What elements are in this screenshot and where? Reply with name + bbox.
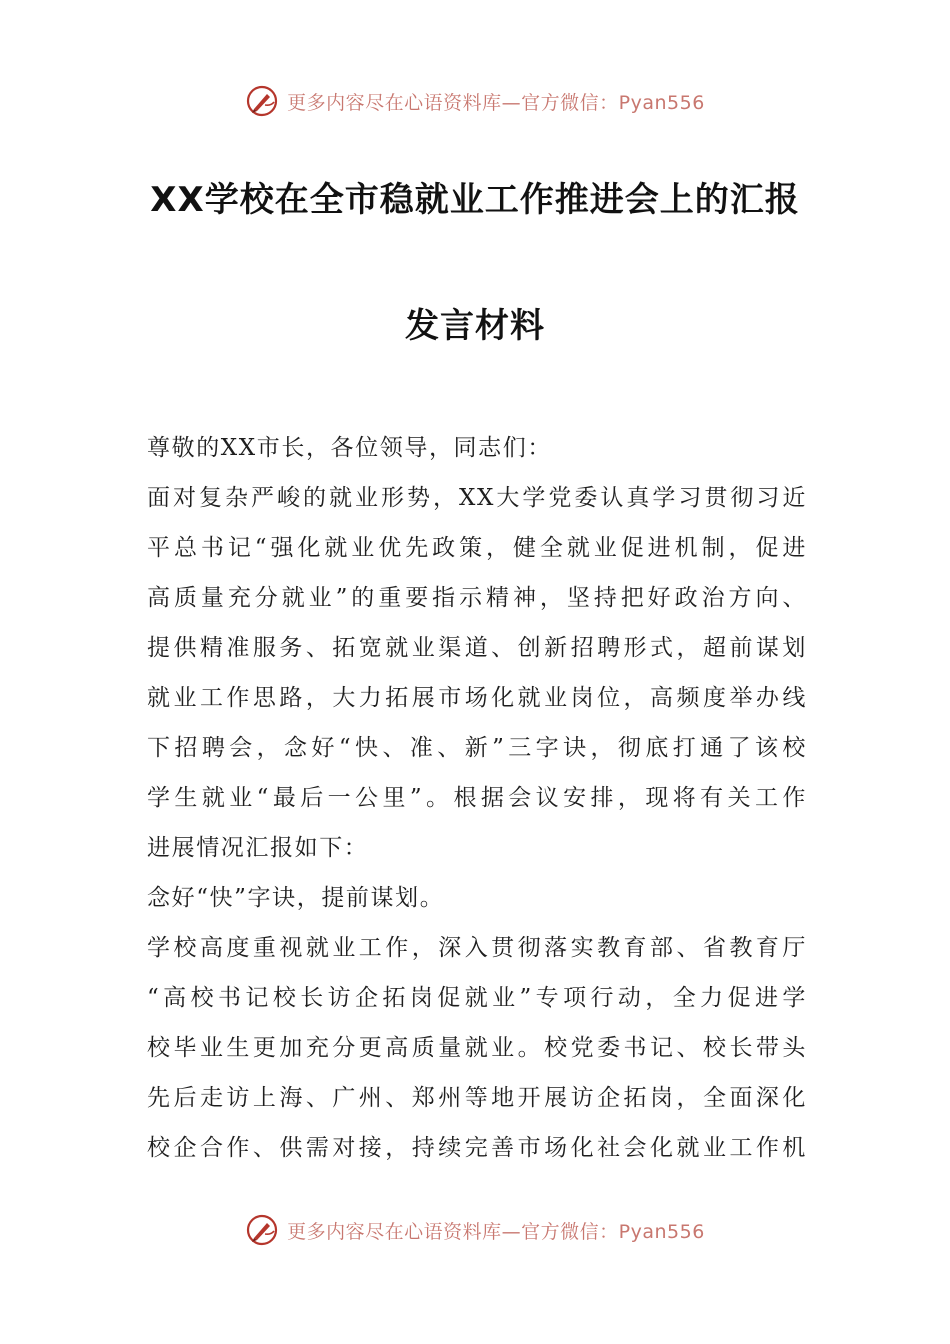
pen-circle-logo-icon <box>245 1213 279 1247</box>
paragraph-line: 就业工作思路，大力拓展市场化就业岗位，高频度举办线 <box>147 685 807 711</box>
paragraph-line: 先后走访上海、广州、郑州等地开展访企拓岗，全面深化 <box>147 1085 807 1111</box>
paragraph-line: 校企合作、供需对接，持续完善市场化社会化就业工作机 <box>147 1135 807 1161</box>
paragraph-line: 平总书记“强化就业优先政策，健全就业促进机制，促进 <box>147 535 807 561</box>
document-title-line2: 发言材料 <box>405 306 545 346</box>
paragraph-line: 校毕业生更加充分更高质量就业。校党委书记、校长带头 <box>147 1035 807 1061</box>
header-watermark <box>0 84 950 118</box>
watermark-text: 更多内容尽在心语资料库—官方微信：Pyan556 <box>287 91 705 114</box>
watermark-text: 更多内容尽在心语资料库—官方微信：Pyan556 <box>287 1220 705 1243</box>
paragraph-line: “高校书记校长访企拓岗促就业”专项行动，全力促进学 <box>147 985 807 1011</box>
document-title-line1: XX学校在全市稳就业工作推进会上的汇报 <box>150 180 800 220</box>
paragraph-line: 下招聘会，念好“快、准、新”三字诀，彻底打通了该校 <box>147 735 807 761</box>
paragraph-line: 面对复杂严峻的就业形势，XX大学党委认真学习贯彻习近 <box>147 485 807 511</box>
pen-circle-logo-icon <box>245 84 279 118</box>
paragraph-line: 学生就业“最后一公里”。根据会议安排，现将有关工作 <box>147 785 807 811</box>
section-heading: 念好“快”字诀，提前谋划。 <box>147 885 445 911</box>
paragraph-line: 高质量充分就业”的重要指示精神，坚持把好政治方向、 <box>147 585 807 611</box>
footer-watermark <box>0 1213 950 1247</box>
salutation: 尊敬的XX市长，各位领导，同志们： <box>147 435 552 461</box>
paragraph-line: 提供精准服务、拓宽就业渠道、创新招聘形式，超前谋划 <box>147 635 807 661</box>
paragraph-line: 进展情况汇报如下： <box>147 835 369 861</box>
paragraph-line: 学校高度重视就业工作，深入贯彻落实教育部、省教育厅 <box>147 935 807 961</box>
